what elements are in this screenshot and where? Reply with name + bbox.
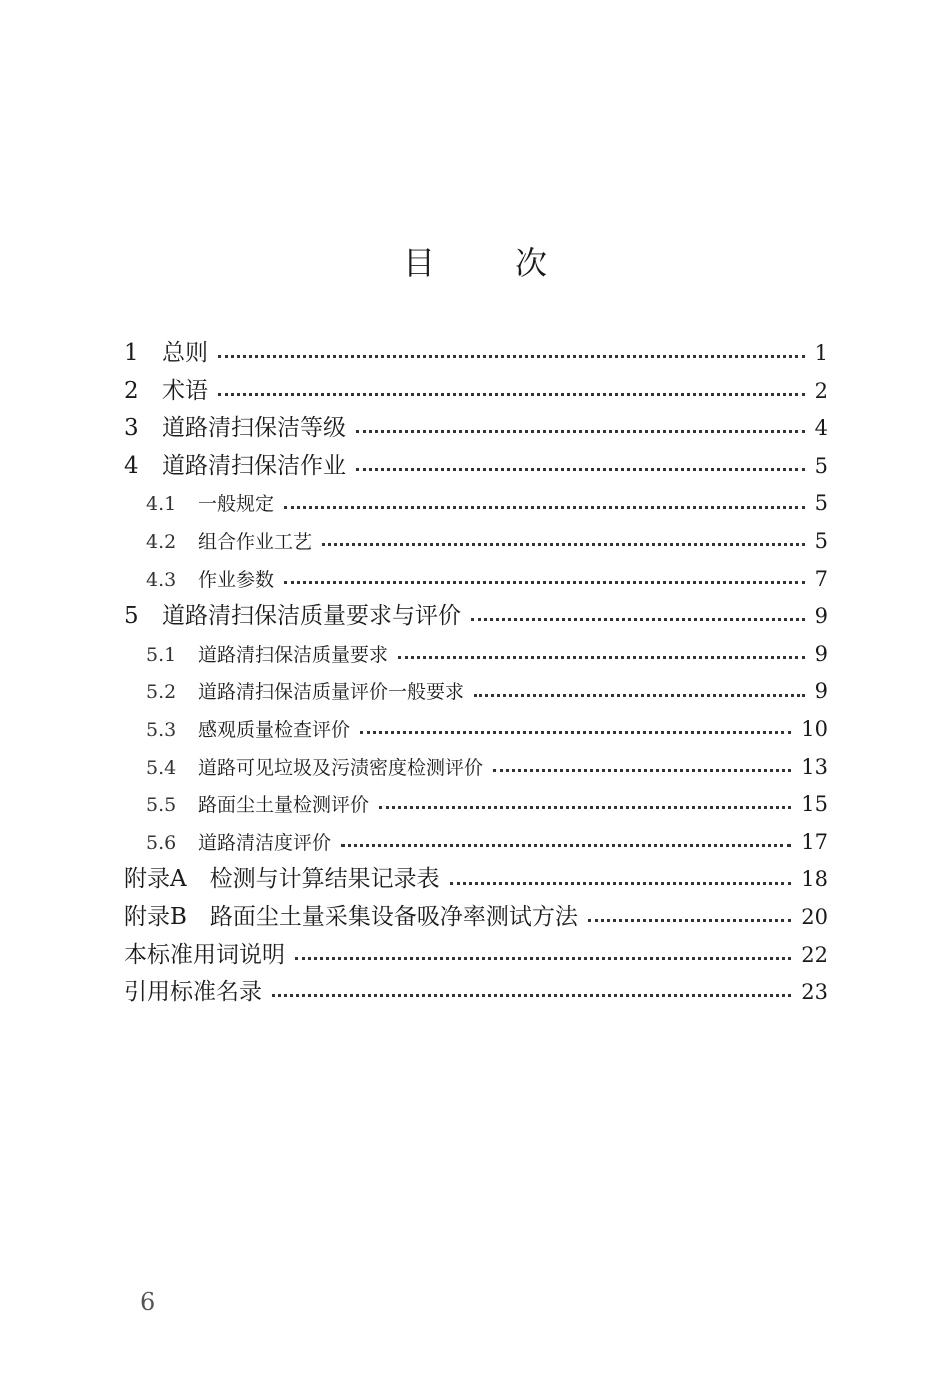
toc-entry-page: 22 bbox=[801, 942, 828, 967]
toc-entry[interactable] bbox=[124, 636, 828, 674]
toc-entry-label: 感观质量检查评价 bbox=[198, 718, 351, 741]
toc-entry[interactable] bbox=[124, 561, 828, 599]
toc-entry-page: 5 bbox=[814, 491, 828, 516]
toc-leader-dots bbox=[284, 581, 805, 584]
title-char-2: 次 bbox=[515, 244, 548, 282]
toc-entry[interactable] bbox=[124, 824, 828, 862]
toc-entry-page: 23 bbox=[801, 980, 828, 1005]
toc-leader-dots bbox=[398, 656, 805, 659]
toc-entry-label: 本标准用词说明 bbox=[124, 941, 285, 968]
toc-entry-page: 20 bbox=[801, 904, 828, 929]
toc-entry-label: 道路清扫保洁质量要求与评价 bbox=[162, 603, 461, 630]
toc-entry-number: 5.5 bbox=[146, 794, 177, 817]
toc-entry-page: 2 bbox=[814, 378, 828, 403]
toc-entry[interactable] bbox=[124, 335, 828, 373]
toc-entry-page: 7 bbox=[814, 566, 828, 591]
toc-entry-page: 5 bbox=[814, 453, 828, 478]
toc-entry-number: 5.4 bbox=[146, 756, 177, 779]
toc-entry[interactable] bbox=[124, 410, 828, 448]
toc-entry[interactable] bbox=[124, 673, 828, 711]
toc-entry[interactable] bbox=[124, 974, 828, 1012]
toc-entry-label: 道路清洁度评价 bbox=[198, 831, 332, 854]
toc-entry-page: 4 bbox=[814, 416, 828, 441]
toc-leader-dots bbox=[450, 882, 792, 885]
toc-entry-label: 一般规定 bbox=[198, 493, 275, 516]
toc-leader-dots bbox=[471, 618, 805, 621]
toc-leader-dots bbox=[284, 506, 805, 509]
toc-entry-number: 4.1 bbox=[146, 493, 177, 516]
toc-entry-number: 4.2 bbox=[146, 530, 177, 553]
page-number: 6 bbox=[140, 1288, 156, 1316]
toc-leader-dots bbox=[493, 769, 791, 772]
toc-entry-page: 5 bbox=[814, 528, 828, 553]
toc-entry[interactable] bbox=[124, 523, 828, 561]
toc-entry-page: 10 bbox=[801, 716, 828, 741]
toc-entry-label: 组合作业工艺 bbox=[198, 530, 313, 553]
toc-entry-number: 5.1 bbox=[146, 643, 177, 666]
page-title bbox=[0, 238, 950, 284]
toc-leader-dots bbox=[356, 430, 805, 433]
toc-entry-label: 路面尘土量检测评价 bbox=[198, 794, 370, 817]
toc-leader-dots bbox=[218, 355, 805, 358]
toc-entry-number: 3 bbox=[124, 415, 139, 442]
toc-entry-page: 1 bbox=[814, 341, 828, 365]
toc-entry-page: 9 bbox=[814, 604, 828, 629]
toc-entry-label: 道路清扫保洁等级 bbox=[162, 415, 346, 442]
toc-entry-page: 17 bbox=[801, 829, 828, 854]
toc-entry-page: 15 bbox=[801, 792, 828, 817]
toc-entry[interactable] bbox=[124, 937, 828, 975]
toc-entry-number: 5.3 bbox=[146, 718, 177, 741]
toc-entry[interactable] bbox=[124, 899, 828, 937]
toc-leader-dots bbox=[356, 468, 805, 471]
toc-entry-label: 道路清扫保洁质量要求 bbox=[198, 643, 389, 666]
toc-entry-number: 2 bbox=[124, 377, 139, 404]
toc-entry-page: 9 bbox=[814, 679, 828, 704]
toc-leader-dots bbox=[322, 543, 805, 546]
toc-entry[interactable] bbox=[124, 448, 828, 486]
toc-entry[interactable] bbox=[124, 485, 828, 523]
toc-entry[interactable] bbox=[124, 373, 828, 411]
toc-entry-label: 总则 bbox=[162, 340, 208, 366]
toc-leader-dots bbox=[360, 731, 791, 734]
toc-entry-label: 术语 bbox=[162, 377, 208, 404]
toc-entry-label: 道路可见垃圾及污渍密度检测评价 bbox=[198, 756, 484, 779]
toc-entry[interactable] bbox=[124, 749, 828, 787]
toc-entry-number: 5 bbox=[124, 603, 139, 630]
toc-entry[interactable] bbox=[124, 598, 828, 636]
toc-entry-label: 附录B 路面尘土量采集设备吸净率测试方法 bbox=[124, 903, 578, 930]
toc-entry-page: 18 bbox=[801, 867, 828, 892]
toc-entry-page: 13 bbox=[801, 754, 828, 779]
toc-leader-dots bbox=[588, 919, 791, 922]
toc-entry-label: 道路清扫保洁作业 bbox=[162, 452, 346, 479]
toc-entry[interactable] bbox=[124, 711, 828, 749]
toc-entry-page: 9 bbox=[814, 641, 828, 666]
toc-entry-number: 1 bbox=[124, 340, 139, 366]
toc-entry[interactable] bbox=[124, 786, 828, 824]
toc-leader-dots bbox=[474, 694, 805, 697]
toc-entry-label: 道路清扫保洁质量评价一般要求 bbox=[198, 681, 465, 704]
toc-entry-label: 引用标准名录 bbox=[124, 979, 262, 1006]
toc-entry-number: 4 bbox=[124, 452, 139, 479]
toc-entry[interactable] bbox=[124, 861, 828, 899]
table-of-contents bbox=[124, 335, 828, 1012]
toc-leader-dots bbox=[295, 957, 791, 960]
toc-leader-dots bbox=[272, 994, 791, 997]
toc-entry-number: 5.2 bbox=[146, 681, 177, 704]
toc-leader-dots bbox=[218, 393, 805, 396]
toc-leader-dots bbox=[341, 844, 791, 847]
title-char-1: 目 bbox=[402, 244, 435, 282]
toc-entry-label: 附录A 检测与计算结果记录表 bbox=[124, 866, 440, 893]
toc-leader-dots bbox=[379, 806, 791, 809]
toc-entry-number: 5.6 bbox=[146, 831, 177, 854]
toc-entry-number: 4.3 bbox=[146, 568, 177, 591]
toc-entry-label: 作业参数 bbox=[198, 568, 275, 591]
